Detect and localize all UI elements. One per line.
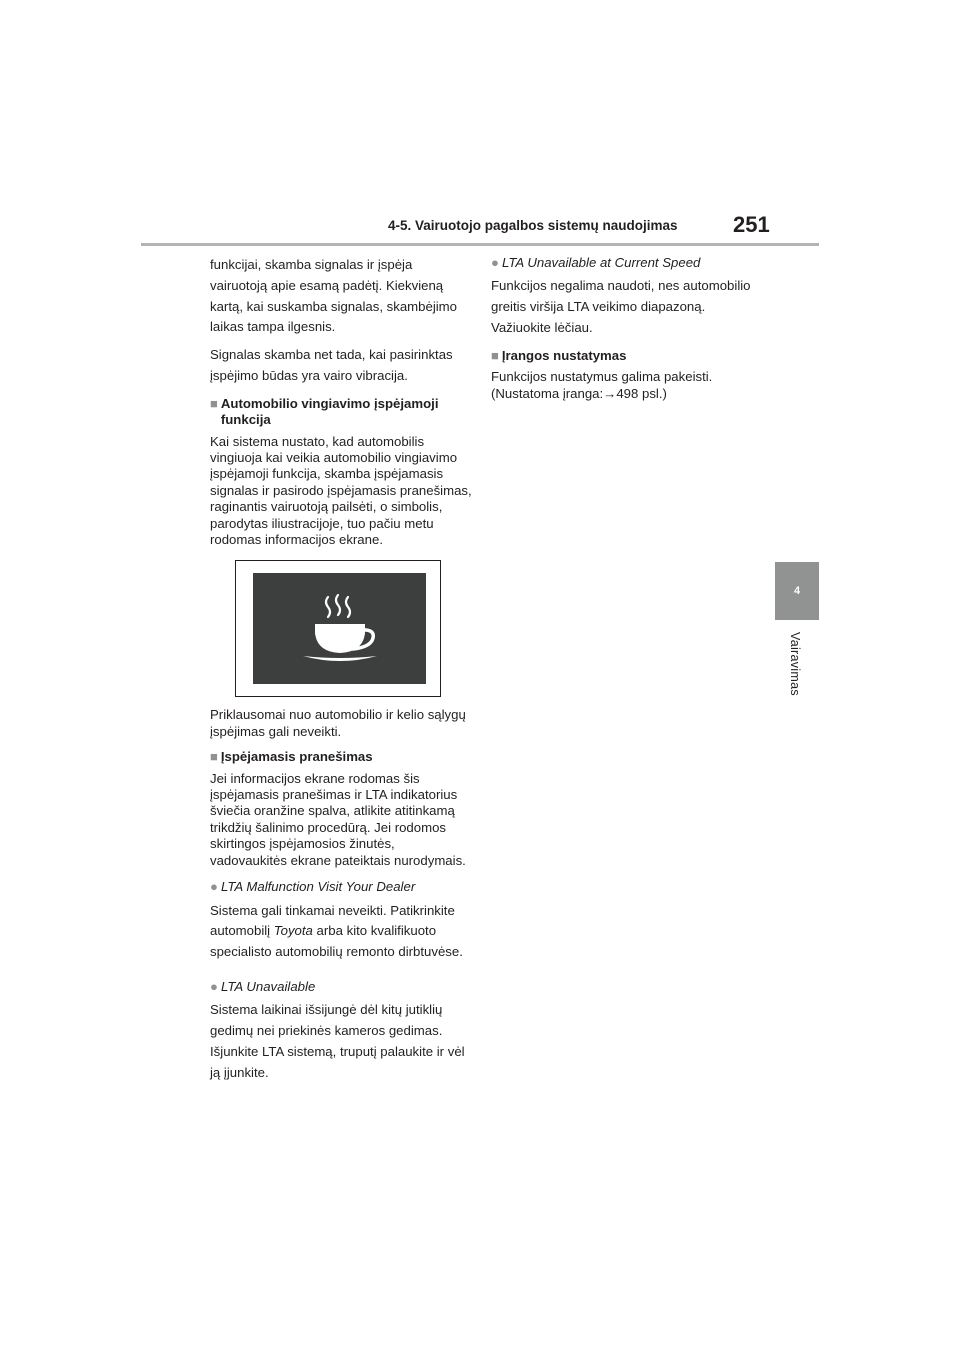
heading-text: Įspėjamasis pranešimas xyxy=(220,749,373,765)
heading-warning-message xyxy=(210,749,472,765)
square-marker-icon: ■ xyxy=(491,347,499,363)
paragraph-sway-description: Kai sistema nustato, kad automobilis vingiuoja kai veikia automobilio vingiavimo įspėjamoji funkcija, skamba įspėjamasis signalas ir pasirodo įspėjamasis pranešimas, raginantis vairuotoją pailsėti, o simbolis, parodytas iliustracijoje, tuo pačiu metu rodomas informacijos ekrane. xyxy=(210,433,472,548)
bullet-text: LTA Unavailable at Current Speed xyxy=(501,255,701,270)
square-marker-icon: ■ xyxy=(210,395,218,411)
coffee-cup-icon xyxy=(253,573,426,684)
paragraph-unavailable-action: Sistema laikinai išsijungė dėl kitų jutiklių gedimų nei priekinės kameros gedimas. Išjunkite LTA sistemą, truputį palaukite ir vėl ją įjunkite. xyxy=(210,1002,465,1080)
paragraph-speed-action: Funkcijos negalima naudoti, nes automobilio greitis viršija LTA veikimo diapazoną. Važiuokite lėčiau. xyxy=(491,278,751,335)
right-column xyxy=(491,255,753,402)
heading-sway-warning xyxy=(210,396,472,429)
left-column xyxy=(210,255,472,1083)
bullet-dot-icon: ● xyxy=(210,879,218,895)
info-display-screen xyxy=(253,573,426,684)
bullet-lta-unavailable xyxy=(210,979,472,995)
bullet-lta-current-speed xyxy=(491,255,753,271)
chapter-number: 4 xyxy=(793,585,801,597)
paragraph-warning-message: Jei informacijos ekrane rodomas šis įspėjamasis pranešimas ir LTA indikatorius šviečia oranžine spalva, atlikite atitinkamą trikdžių šalinimo procedūrą. Jei rodomos skirtingos įspėjamosios žinutės, vadovaukitės ekrane pateiktais nurodymais. xyxy=(210,770,466,868)
text-part: Sistema gali tinkamai neveikti. Patikrinkite automobilį xyxy=(210,902,455,939)
paragraph-beep-warning: funkcijai, skamba signalas ir įspėja vairuotoją apie esamą padėtį. Kiekvieną kartą, kai suskamba signalas, skambėjimo laikas tampa ilgesnis. xyxy=(210,257,458,335)
paragraph-malfunction-action xyxy=(210,901,472,963)
header-rule xyxy=(141,243,819,246)
page-number: 251 xyxy=(733,212,770,237)
bullet-text: LTA Unavailable xyxy=(220,978,316,994)
paragraph-vibration-note: Signalas skamba net tada, kai pasirinktas įspėjimo būdas yra vairo vibracija. xyxy=(210,347,453,383)
heading-text: Įrangos nustatymas xyxy=(501,347,627,363)
square-marker-icon: ■ xyxy=(210,749,218,765)
bullet-text: LTA Malfunction Visit Your Dealer xyxy=(220,879,416,895)
text-part: arba kito kvalifikuoto specialisto automobilių remonto dirbtuvėse. xyxy=(210,923,463,960)
heading-settings xyxy=(491,348,753,364)
brand-name: Toyota xyxy=(273,923,313,939)
heading-text: Automobilio vingiavimo įspėjamoji funkcija xyxy=(220,395,439,428)
paragraph-conditions: Priklausomai nuo automobilio ir kelio sąlygų įspėjimas gali neveikti. xyxy=(210,707,466,739)
section-title: 4-5. Vairuotojo pagalbos sistemų naudojimas xyxy=(388,218,678,233)
chapter-label: Vairavimas xyxy=(788,632,802,696)
bullet-dot-icon: ● xyxy=(491,255,499,270)
chapter-tab xyxy=(775,562,819,620)
bullet-dot-icon: ● xyxy=(210,978,218,994)
figure-frame xyxy=(235,560,441,697)
bullet-lta-malfunction xyxy=(210,879,472,895)
paragraph-settings: Funkcijos nustatymus galima pakeisti. (Nustatoma įranga:→498 psl.) xyxy=(491,369,713,401)
